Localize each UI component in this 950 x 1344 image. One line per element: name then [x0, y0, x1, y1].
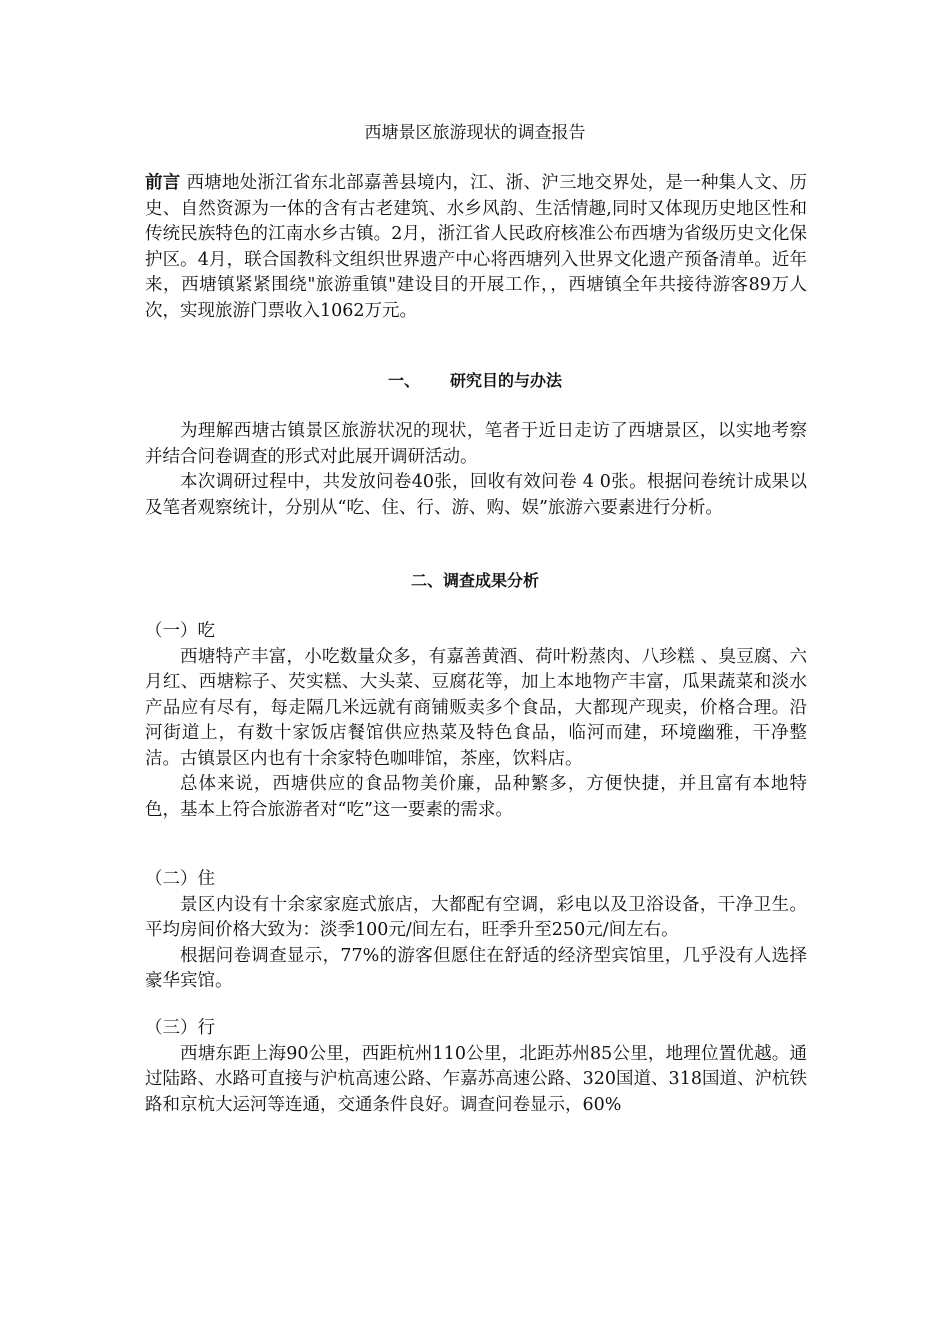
preface-label: 前言	[145, 173, 181, 193]
subsection-travel-paragraph-1: 西塘东距上海90公里，西距杭州110公里，北距苏州85公里，地理位置优越。通过陆路、水路可直接与沪杭高速公路、乍嘉苏高速公路、320国道、318国道、沪杭铁路和京杭大运河等连通，交通条件良好。调查问卷显示，60%	[145, 1043, 807, 1115]
preface-text: 西塘地处浙江省东北部嘉善县境内，江、浙、沪三地交界处，是一种集人文、历史、自然资源为一体的含有古老建筑、水乡风韵、生活情趣,同时又体现历史地区性和传统民族特色的江南水乡古镇。2月，浙江省人民政府核准公布西塘为省级历史文化保护区。4月，联合国教科文组织世界遗产中心将西塘列入世界文化遗产预备清单。近年来，西塘镇紧紧围绕"旅游重镇"建设目的开展工作，，西塘镇全年共接待游客89万人次，实现旅游门票收入1062万元。	[145, 173, 808, 321]
section-1-title: 研究目的与办法	[450, 371, 563, 390]
subsection-eat-paragraph-1: 西塘特产丰富，小吃数量众多，有嘉善黄酒、荷叶粉蒸肉、八珍糕 、臭豆腐、六月红、西塘粽子、芡实糕、大头菜、豆腐花等，加上本地物产丰富，瓜果蔬菜和淡水产品应有尽有，每走隔几米远就有商铺贩卖多个食品，大都现产现卖，价格合理。沿河街道上，有数十家饭店餐馆供应热菜及特色食品，临河而建，环境幽雅，干净整洁。古镇景区内也有十余家特色咖啡馆，茶座，饮料店。	[145, 646, 807, 769]
subsection-stay-label: （二）住	[145, 869, 215, 889]
section-1-number: 一、	[387, 371, 420, 390]
section-1-body	[145, 419, 807, 521]
subsection-stay-paragraph-2: 根据问卷调查显示，77%的游客但愿住在舒适的经济型宾馆里，几乎没有人选择豪华宾馆。	[145, 945, 807, 991]
document-title: 西塘景区旅游现状的调查报告	[364, 123, 586, 143]
subsection-eat-label: （一）吃	[145, 621, 215, 641]
section-2-heading: 二、调查成果分析	[410, 571, 539, 590]
subsection-eat	[145, 619, 807, 823]
section-1-paragraph-1: 为理解西塘古镇景区旅游状况的现状，笔者于近日走访了西塘景区，以实地考察并结合问卷调查的形式对此展开调研活动。	[145, 421, 807, 467]
subsection-stay-paragraph-1: 景区内设有十余家家庭式旅店，大都配有空调，彩电以及卫浴设备，干净卫生。平均房间价格大致为：淡季100元/间左右，旺季升至250元/间左右。	[145, 894, 807, 940]
section-1-paragraph-2: 本次调研过程中，共发放问卷40张，回收有效问卷 4 0张。根据问卷统计成果以及笔者观察统计，分别从“吃、住、行、游、购、娱”旅游六要素进行分析。	[145, 472, 807, 518]
subsection-travel-label: （三）行	[145, 1018, 215, 1038]
subsection-stay	[145, 867, 807, 995]
section-1-heading	[0, 369, 950, 393]
subsection-travel	[145, 1016, 807, 1118]
preface-paragraph	[145, 171, 807, 324]
subsection-eat-paragraph-2: 总体来说，西塘供应的食品物美价廉，品种繁多，方便快捷，并且富有本地特色，基本上符合旅游者对“吃”这一要素的需求。	[145, 774, 807, 820]
